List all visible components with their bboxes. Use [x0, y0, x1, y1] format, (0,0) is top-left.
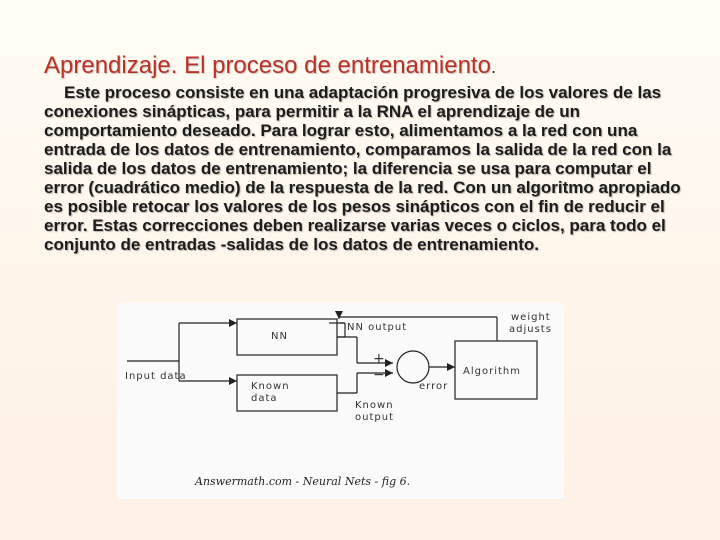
- known-data-label-1: Known: [251, 381, 290, 392]
- weight-adjusts-label-2: adjusts: [509, 324, 552, 335]
- weight-adjusts-label-1: weight: [511, 312, 551, 323]
- known-output-label-2: output: [355, 412, 394, 423]
- nn-box-label: NN: [271, 331, 288, 342]
- known-data-label-2: data: [251, 393, 278, 404]
- slide-title-period: .: [490, 57, 496, 77]
- training-diagram: [117, 303, 564, 499]
- minus-sign: −: [373, 367, 386, 383]
- algorithm-label: Algorithm: [463, 366, 521, 377]
- diagram-lines: [117, 303, 564, 499]
- plus-sign: +: [373, 351, 386, 367]
- input-data-label: Input data: [125, 371, 187, 382]
- body-paragraph: Este proceso consiste en una adaptación progresiva de los valores de las conexiones sinápticas, para permitir a la RNA el aprendizaje de un comportamiento deseado. Para lograr esto, alimentamos a la red con una entrada de los datos de entrenamiento, comparamos la salida de la red con la salida de los datos de entrenamiento; la diferencia se usa para computar el error (cuadrático medio) de la respuesta de la red. Con un algoritmo apropiado es posible retocar los valores de los pesos sinápticos con el fin de reducir el error. Estas correcciones deben realizarse varias veces o ciclos, para todo el conjunto de entradas -salidas de los datos de entrenamiento.: [44, 83, 681, 254]
- known-output-label-1: Known: [355, 400, 394, 411]
- error-label: error: [419, 381, 449, 392]
- nn-output-label: NN output: [347, 322, 408, 333]
- summing-junction: [397, 351, 429, 383]
- slide-title-text: Aprendizaje. El proceso de entrenamiento: [44, 52, 491, 79]
- diagram-caption: Answermath.com - Neural Nets - fig 6.: [195, 475, 411, 488]
- slide-title: [44, 52, 496, 80]
